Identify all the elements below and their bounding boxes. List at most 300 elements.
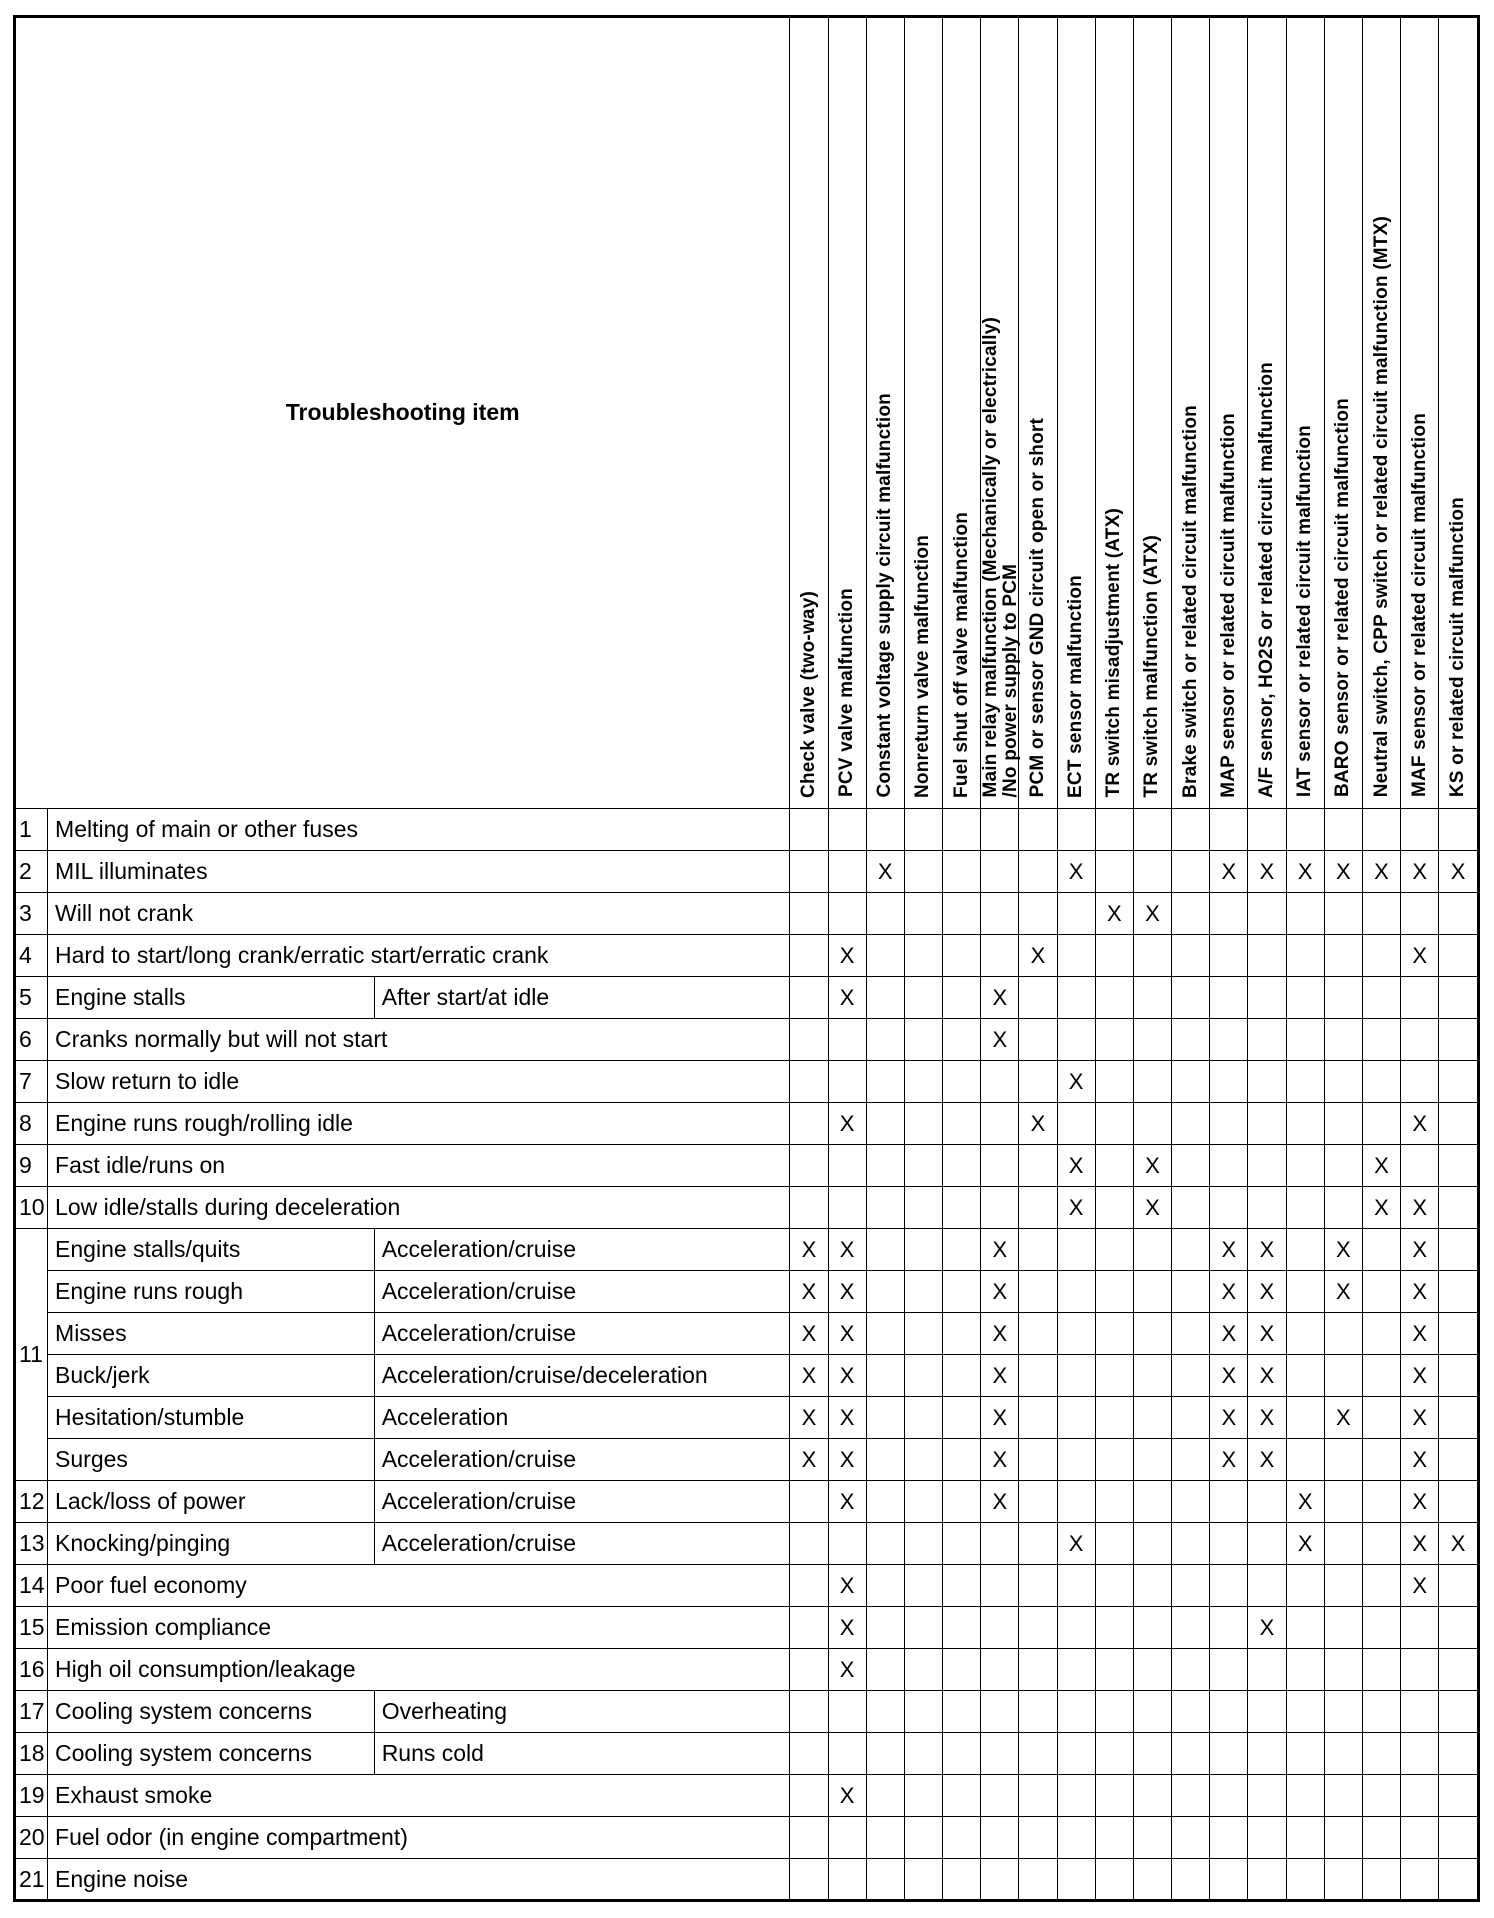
mark-x: X	[1286, 850, 1324, 892]
mark-cell	[1210, 1816, 1248, 1858]
mark-x: X	[1210, 1396, 1248, 1438]
mark-x: X	[981, 976, 1019, 1018]
mark-cell	[1172, 1606, 1210, 1648]
mark-cell	[904, 1648, 942, 1690]
troubleshooting-item: Slow return to idle	[48, 1060, 790, 1102]
mark-cell	[1133, 850, 1171, 892]
row-number: 7	[16, 1060, 48, 1102]
condition: Acceleration/cruise	[374, 1312, 790, 1354]
mark-cell	[1439, 1102, 1477, 1144]
mark-x: X	[1324, 1270, 1362, 1312]
mark-x: X	[790, 1396, 828, 1438]
mark-x: X	[1362, 1186, 1400, 1228]
mark-cell	[1210, 1858, 1248, 1900]
mark-cell	[1057, 1774, 1095, 1816]
mark-cell	[943, 808, 981, 850]
mark-cell	[866, 1270, 904, 1312]
mark-cell	[1019, 1018, 1057, 1060]
mark-cell	[1172, 1816, 1210, 1858]
mark-cell	[1172, 808, 1210, 850]
mark-x: X	[1248, 1228, 1286, 1270]
mark-cell	[1019, 892, 1057, 934]
mark-x: X	[981, 1480, 1019, 1522]
mark-cell	[1057, 1606, 1095, 1648]
mark-cell	[790, 1564, 828, 1606]
mark-x: X	[828, 1438, 866, 1480]
mark-cell	[1439, 1144, 1477, 1186]
row-number: 18	[16, 1732, 48, 1774]
mark-cell	[1133, 1480, 1171, 1522]
mark-cell	[1172, 1102, 1210, 1144]
mark-cell	[904, 934, 942, 976]
condition: Acceleration/cruise	[374, 1270, 790, 1312]
mark-cell	[904, 808, 942, 850]
mark-cell	[1286, 1228, 1324, 1270]
mark-cell	[1172, 1858, 1210, 1900]
mark-cell	[1362, 1522, 1400, 1564]
mark-cell	[1019, 1312, 1057, 1354]
mark-x: X	[1401, 1354, 1439, 1396]
mark-cell	[904, 1354, 942, 1396]
mark-x: X	[828, 1312, 866, 1354]
mark-cell	[1248, 1774, 1286, 1816]
table-title: Troubleshooting item	[16, 18, 790, 808]
row-number: 13	[16, 1522, 48, 1564]
column-header-label: MAF sensor or related circuit malfunction	[1408, 413, 1430, 798]
mark-cell	[866, 934, 904, 976]
mark-cell	[1057, 1354, 1095, 1396]
mark-cell	[1286, 1438, 1324, 1480]
mark-cell	[904, 1228, 942, 1270]
mark-cell	[1286, 1690, 1324, 1732]
mark-cell	[1286, 808, 1324, 850]
mark-cell	[828, 1060, 866, 1102]
mark-cell	[1286, 1606, 1324, 1648]
mark-cell	[1172, 1690, 1210, 1732]
mark-x: X	[1401, 1396, 1439, 1438]
mark-cell	[904, 1690, 942, 1732]
mark-x: X	[1248, 1606, 1286, 1648]
mark-cell	[1362, 1438, 1400, 1480]
mark-cell	[1286, 1102, 1324, 1144]
mark-cell	[866, 1018, 904, 1060]
mark-x: X	[828, 1228, 866, 1270]
mark-cell	[1324, 1480, 1362, 1522]
mark-cell	[1439, 1858, 1477, 1900]
mark-cell	[790, 1816, 828, 1858]
mark-cell	[1248, 1690, 1286, 1732]
mark-cell	[1095, 850, 1133, 892]
mark-cell	[1248, 1480, 1286, 1522]
table-row	[16, 1144, 1477, 1186]
mark-cell	[1133, 934, 1171, 976]
mark-cell	[866, 1732, 904, 1774]
mark-cell	[866, 1480, 904, 1522]
mark-cell	[904, 1732, 942, 1774]
mark-cell	[1133, 1438, 1171, 1480]
mark-cell	[1362, 1102, 1400, 1144]
mark-cell	[866, 892, 904, 934]
mark-cell	[943, 1186, 981, 1228]
mark-cell	[904, 976, 942, 1018]
troubleshooting-item: High oil consumption/leakage	[48, 1648, 790, 1690]
mark-cell	[904, 1522, 942, 1564]
mark-cell	[790, 1522, 828, 1564]
table-row	[16, 1564, 1477, 1606]
mark-cell	[1210, 1186, 1248, 1228]
troubleshooting-item: Fuel odor (in engine compartment)	[48, 1816, 790, 1858]
mark-cell	[828, 1522, 866, 1564]
mark-cell	[1210, 1648, 1248, 1690]
mark-x: X	[981, 1018, 1019, 1060]
mark-cell	[943, 1690, 981, 1732]
mark-x: X	[828, 1270, 866, 1312]
mark-x: X	[866, 850, 904, 892]
column-header-label: Main relay malfunction (Mechanically or electrically) /No power supply to PCM	[980, 317, 1022, 798]
row-number: 11	[16, 1228, 48, 1480]
mark-cell	[1439, 1354, 1477, 1396]
mark-cell	[866, 1186, 904, 1228]
mark-cell	[1248, 1816, 1286, 1858]
column-header	[1172, 18, 1210, 808]
column-header	[1133, 18, 1171, 808]
mark-cell	[790, 892, 828, 934]
mark-cell	[1095, 1396, 1133, 1438]
column-header	[980, 18, 1022, 808]
mark-cell	[943, 1396, 981, 1438]
mark-cell	[1248, 1564, 1286, 1606]
mark-cell	[1362, 1732, 1400, 1774]
column-header	[1401, 18, 1439, 808]
mark-cell	[1401, 1774, 1439, 1816]
mark-cell	[1019, 1228, 1057, 1270]
mark-cell	[1362, 976, 1400, 1018]
mark-x: X	[828, 1606, 866, 1648]
mark-cell	[1439, 1774, 1477, 1816]
mark-cell	[1210, 1774, 1248, 1816]
mark-cell	[1362, 1312, 1400, 1354]
mark-cell	[1057, 1018, 1095, 1060]
mark-cell	[1210, 1018, 1248, 1060]
mark-cell	[866, 1312, 904, 1354]
column-header	[1439, 18, 1477, 808]
mark-cell	[1095, 1480, 1133, 1522]
mark-cell	[1439, 1270, 1477, 1312]
mark-cell	[1019, 1648, 1057, 1690]
column-header	[1248, 18, 1286, 808]
mark-cell	[866, 1606, 904, 1648]
mark-cell	[1324, 808, 1362, 850]
mark-cell	[1133, 1690, 1171, 1732]
mark-cell	[1286, 1648, 1324, 1690]
table-row	[16, 1060, 1477, 1102]
mark-cell	[1324, 976, 1362, 1018]
mark-cell	[1095, 1606, 1133, 1648]
column-header-label: TR switch malfunction (ATX)	[1141, 534, 1163, 798]
troubleshooting-item: Emission compliance	[48, 1606, 790, 1648]
mark-x: X	[1133, 1186, 1171, 1228]
table-row	[16, 976, 1477, 1018]
mark-cell	[1095, 1312, 1133, 1354]
mark-cell	[1439, 892, 1477, 934]
mark-x: X	[790, 1354, 828, 1396]
mark-cell	[904, 1018, 942, 1060]
row-number: 17	[16, 1690, 48, 1732]
mark-x: X	[828, 1102, 866, 1144]
mark-cell	[1401, 1018, 1439, 1060]
row-number: 6	[16, 1018, 48, 1060]
column-header-label: PCV valve malfunction	[836, 588, 858, 798]
mark-cell	[1133, 1732, 1171, 1774]
mark-cell	[790, 1690, 828, 1732]
mark-cell	[1210, 976, 1248, 1018]
mark-cell	[1019, 808, 1057, 850]
mark-cell	[1439, 1228, 1477, 1270]
mark-x: X	[1324, 1228, 1362, 1270]
mark-cell	[1286, 1186, 1324, 1228]
mark-cell	[866, 1228, 904, 1270]
mark-cell	[828, 1186, 866, 1228]
table-row	[16, 1774, 1477, 1816]
troubleshooting-item: Engine noise	[48, 1858, 790, 1900]
mark-cell	[1324, 1732, 1362, 1774]
mark-cell	[1248, 1102, 1286, 1144]
mark-x: X	[1401, 1522, 1439, 1564]
mark-x: X	[981, 1354, 1019, 1396]
mark-x: X	[790, 1228, 828, 1270]
column-header-label: Nonreturn valve malfunction	[912, 534, 934, 798]
troubleshooting-item: Hesitation/stumble	[48, 1396, 375, 1438]
mark-cell	[981, 1774, 1019, 1816]
troubleshooting-item: Hard to start/long crank/erratic start/erratic crank	[48, 934, 790, 976]
troubleshooting-item: Engine runs rough/rolling idle	[48, 1102, 790, 1144]
column-header	[1019, 18, 1057, 808]
mark-x: X	[981, 1438, 1019, 1480]
mark-cell	[943, 1564, 981, 1606]
mark-cell	[1057, 1396, 1095, 1438]
mark-cell	[790, 1480, 828, 1522]
mark-cell	[1286, 976, 1324, 1018]
mark-cell	[981, 934, 1019, 976]
mark-cell	[1019, 1186, 1057, 1228]
mark-x: X	[1401, 1228, 1439, 1270]
mark-cell	[904, 1396, 942, 1438]
mark-cell	[1401, 808, 1439, 850]
column-header-label: TR switch misadjustment (ATX)	[1103, 508, 1125, 798]
column-header-label: Neutral switch, CPP switch or related circuit malfunction (MTX)	[1370, 216, 1392, 798]
troubleshooting-item: Knocking/pinging	[48, 1522, 375, 1564]
mark-cell	[866, 1816, 904, 1858]
troubleshooting-item: Buck/jerk	[48, 1354, 375, 1396]
mark-cell	[1133, 1648, 1171, 1690]
column-header-label: KS or related circuit malfunction	[1447, 497, 1469, 798]
condition: Runs cold	[374, 1732, 790, 1774]
mark-cell	[1286, 1354, 1324, 1396]
mark-cell	[1057, 1648, 1095, 1690]
mark-cell	[866, 1858, 904, 1900]
mark-cell	[1439, 1564, 1477, 1606]
mark-cell	[1057, 892, 1095, 934]
mark-cell	[981, 1858, 1019, 1900]
mark-cell	[1172, 892, 1210, 934]
mark-cell	[1362, 1018, 1400, 1060]
mark-cell	[790, 1060, 828, 1102]
mark-cell	[1439, 1648, 1477, 1690]
mark-x: X	[1210, 1312, 1248, 1354]
mark-cell	[866, 808, 904, 850]
mark-cell	[1019, 1480, 1057, 1522]
mark-cell	[790, 808, 828, 850]
troubleshooting-item: Exhaust smoke	[48, 1774, 790, 1816]
column-header-label: PCM or sensor GND circuit open or short	[1026, 418, 1048, 798]
mark-cell	[790, 850, 828, 892]
mark-cell	[1133, 808, 1171, 850]
mark-x: X	[790, 1438, 828, 1480]
mark-cell	[1133, 1396, 1171, 1438]
mark-cell	[790, 1144, 828, 1186]
mark-cell	[1401, 1648, 1439, 1690]
mark-cell	[1172, 1270, 1210, 1312]
column-header	[943, 18, 981, 808]
mark-cell	[1095, 1102, 1133, 1144]
mark-cell	[866, 1396, 904, 1438]
mark-cell	[790, 1606, 828, 1648]
mark-x: X	[790, 1270, 828, 1312]
mark-cell	[1401, 1144, 1439, 1186]
mark-cell	[1210, 1522, 1248, 1564]
mark-cell	[790, 1186, 828, 1228]
mark-x: X	[828, 976, 866, 1018]
table-row	[16, 934, 1477, 976]
condition: Acceleration/cruise	[374, 1438, 790, 1480]
mark-cell	[1401, 1606, 1439, 1648]
row-number: 10	[16, 1186, 48, 1228]
mark-cell	[904, 1312, 942, 1354]
troubleshooting-item: Cooling system concerns	[48, 1690, 375, 1732]
mark-x: X	[1401, 934, 1439, 976]
mark-x: X	[1057, 1144, 1095, 1186]
mark-cell	[1439, 1690, 1477, 1732]
mark-cell	[981, 1522, 1019, 1564]
mark-x: X	[1248, 1354, 1286, 1396]
mark-cell	[943, 1858, 981, 1900]
mark-cell	[1362, 1648, 1400, 1690]
mark-cell	[1057, 1732, 1095, 1774]
mark-cell	[1286, 1732, 1324, 1774]
column-header	[828, 18, 866, 808]
troubleshooting-item: Will not crank	[48, 892, 790, 934]
mark-cell	[981, 1816, 1019, 1858]
mark-cell	[1133, 1102, 1171, 1144]
mark-cell	[1362, 1774, 1400, 1816]
mark-cell	[1324, 1858, 1362, 1900]
mark-cell	[1324, 1060, 1362, 1102]
mark-cell	[1133, 1522, 1171, 1564]
mark-cell	[1286, 934, 1324, 976]
mark-cell	[943, 1480, 981, 1522]
mark-cell	[1057, 934, 1095, 976]
mark-cell	[1095, 976, 1133, 1018]
mark-cell	[1248, 1522, 1286, 1564]
mark-cell	[943, 934, 981, 976]
mark-x: X	[828, 1774, 866, 1816]
mark-cell	[1019, 1774, 1057, 1816]
column-header	[1210, 18, 1248, 808]
mark-cell	[1019, 976, 1057, 1018]
mark-cell	[1095, 1186, 1133, 1228]
mark-cell	[1401, 1060, 1439, 1102]
header-row	[16, 18, 1477, 808]
condition: Acceleration/cruise/deceleration	[374, 1354, 790, 1396]
mark-cell	[1095, 1858, 1133, 1900]
troubleshooting-item: Surges	[48, 1438, 375, 1480]
mark-cell	[1095, 1060, 1133, 1102]
mark-cell	[1401, 1816, 1439, 1858]
row-number: 12	[16, 1480, 48, 1522]
troubleshooting-item: Misses	[48, 1312, 375, 1354]
mark-cell	[943, 1606, 981, 1648]
mark-cell	[790, 976, 828, 1018]
mark-cell	[1172, 1438, 1210, 1480]
mark-x: X	[1401, 1480, 1439, 1522]
column-header-label: BARO sensor or related circuit malfunction	[1332, 398, 1354, 798]
mark-cell	[1019, 1690, 1057, 1732]
mark-cell	[1057, 1438, 1095, 1480]
mark-x: X	[981, 1270, 1019, 1312]
mark-cell	[1057, 1690, 1095, 1732]
mark-x: X	[828, 1648, 866, 1690]
mark-x: X	[981, 1312, 1019, 1354]
table-row	[16, 808, 1477, 850]
mark-cell	[1172, 1648, 1210, 1690]
mark-x: X	[1439, 1522, 1477, 1564]
mark-cell	[828, 892, 866, 934]
mark-cell	[1095, 1354, 1133, 1396]
column-header	[1324, 18, 1362, 808]
mark-cell	[981, 892, 1019, 934]
mark-cell	[1286, 1144, 1324, 1186]
mark-cell	[1362, 1396, 1400, 1438]
mark-cell	[1286, 1018, 1324, 1060]
mark-x: X	[1324, 1396, 1362, 1438]
mark-cell	[1095, 1648, 1133, 1690]
mark-cell	[1095, 1228, 1133, 1270]
mark-cell	[1324, 1312, 1362, 1354]
mark-x: X	[1439, 850, 1477, 892]
mark-cell	[1172, 1774, 1210, 1816]
mark-cell	[1210, 1102, 1248, 1144]
mark-cell	[1019, 1438, 1057, 1480]
mark-cell	[904, 1060, 942, 1102]
mark-cell	[1439, 1606, 1477, 1648]
mark-cell	[828, 1858, 866, 1900]
mark-x: X	[1401, 1102, 1439, 1144]
mark-cell	[1248, 1732, 1286, 1774]
mark-cell	[981, 1690, 1019, 1732]
mark-cell	[1439, 808, 1477, 850]
troubleshooting-item: Low idle/stalls during deceleration	[48, 1186, 790, 1228]
mark-cell	[1248, 1648, 1286, 1690]
mark-cell	[1057, 1312, 1095, 1354]
mark-x: X	[1210, 1270, 1248, 1312]
table-row	[16, 1396, 1477, 1438]
mark-cell	[1248, 1018, 1286, 1060]
mark-cell	[1057, 808, 1095, 850]
mark-cell	[1172, 934, 1210, 976]
mark-cell	[866, 1564, 904, 1606]
troubleshooting-item: Poor fuel economy	[48, 1564, 790, 1606]
troubleshooting-item: Engine stalls/quits	[48, 1228, 375, 1270]
